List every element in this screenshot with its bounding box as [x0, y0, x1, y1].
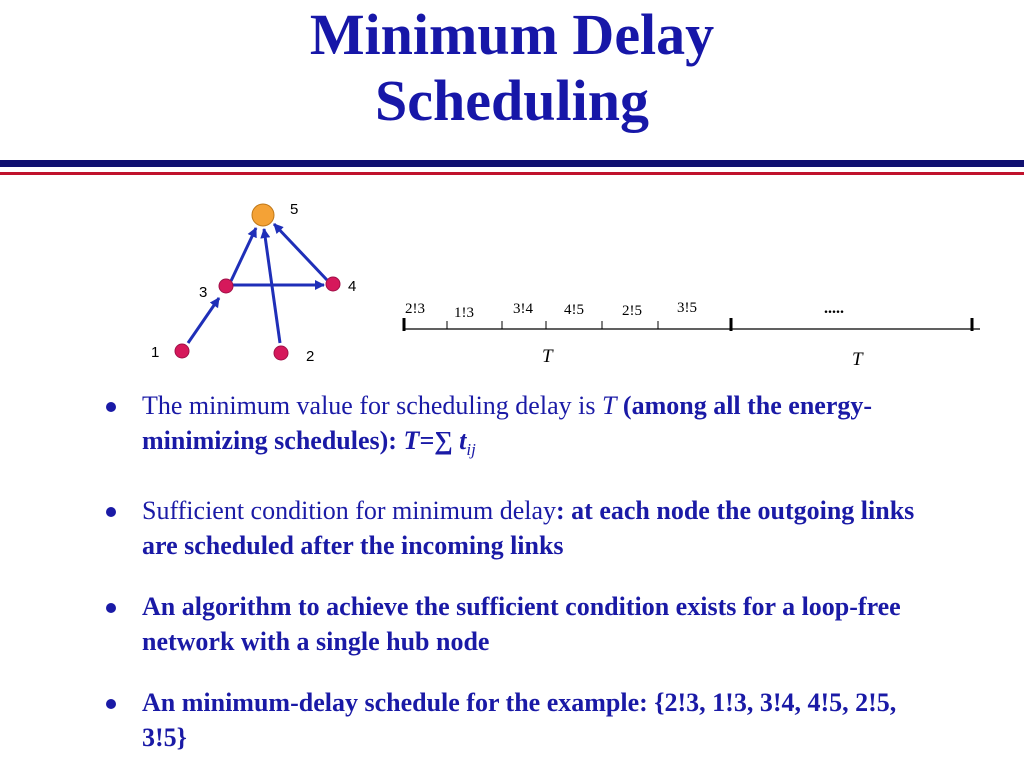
graph-nodes: [175, 204, 340, 360]
bullet-list: [104, 388, 934, 781]
graph-node-4: [326, 277, 340, 291]
node-label-2: 2: [306, 348, 315, 365]
bullet-example-schedule: [104, 685, 934, 755]
bullet-dot: [106, 699, 116, 709]
node-label-3: 3: [199, 284, 208, 301]
graph-node-2: [274, 346, 288, 360]
graph-node-5-hub: [252, 204, 274, 226]
bullet-1-bold: (among all the energy-minimizing schedules):: [142, 391, 873, 455]
schedule-timeline: [404, 300, 980, 370]
period-label-2: T: [852, 349, 863, 370]
title-line-1: Minimum Delay: [309, 2, 715, 67]
title-line-2: Scheduling: [375, 68, 649, 133]
period-label-1: T: [542, 346, 553, 367]
bullet-dot: [106, 603, 116, 613]
slot-label-3-5: 3!5: [677, 300, 697, 316]
edge-3-5: [231, 228, 256, 281]
timeline-continuation: .....: [824, 300, 844, 317]
bullet-algorithm: [104, 589, 934, 659]
bullet-sufficient-condition: [104, 493, 934, 563]
bullet-2-text: Sufficient condition for minimum delay: [142, 496, 557, 526]
bullet-minimum-value: [104, 388, 934, 467]
slot-label-3-4: 3!4: [513, 301, 533, 317]
bullet-dot: [106, 402, 116, 412]
graph-node-1: [175, 344, 189, 358]
node-label-1: 1: [151, 344, 160, 361]
bullet-3-bold: An algorithm to achieve the sufficient condition exists for a loop-free network with a single hub node: [142, 592, 901, 657]
graph-node-3: [219, 279, 233, 293]
slot-label-1-3: 1!3: [454, 305, 474, 321]
node-label-5: 5: [290, 201, 299, 218]
node-label-4: 4: [348, 278, 357, 295]
bullet-1-formula-subscript: ij: [466, 440, 476, 460]
graph-edges: [188, 224, 327, 343]
slot-label-2-3: 2!3: [405, 301, 425, 317]
bullet-1-text: The minimum value for scheduling delay is: [142, 391, 602, 420]
bullet-4-bold: An minimum-delay schedule for the example: {2!3, 1!3, 3!4, 4!5, 2!5, 3!5}: [142, 688, 897, 753]
slot-label-2-5: 2!5: [622, 303, 642, 319]
bullet-1-formula: T=∑ t: [403, 426, 467, 455]
slot-label-4-5: 4!5: [564, 302, 584, 318]
bullet-dot: [106, 507, 116, 517]
edge-4-5: [274, 224, 327, 280]
edge-1-3: [188, 298, 219, 343]
network-diagram: [0, 0, 1024, 380]
bullet-1-T: T: [601, 391, 617, 420]
bullet-2-bold: : at each node the outgoing links are scheduled after the incoming links: [142, 496, 915, 561]
